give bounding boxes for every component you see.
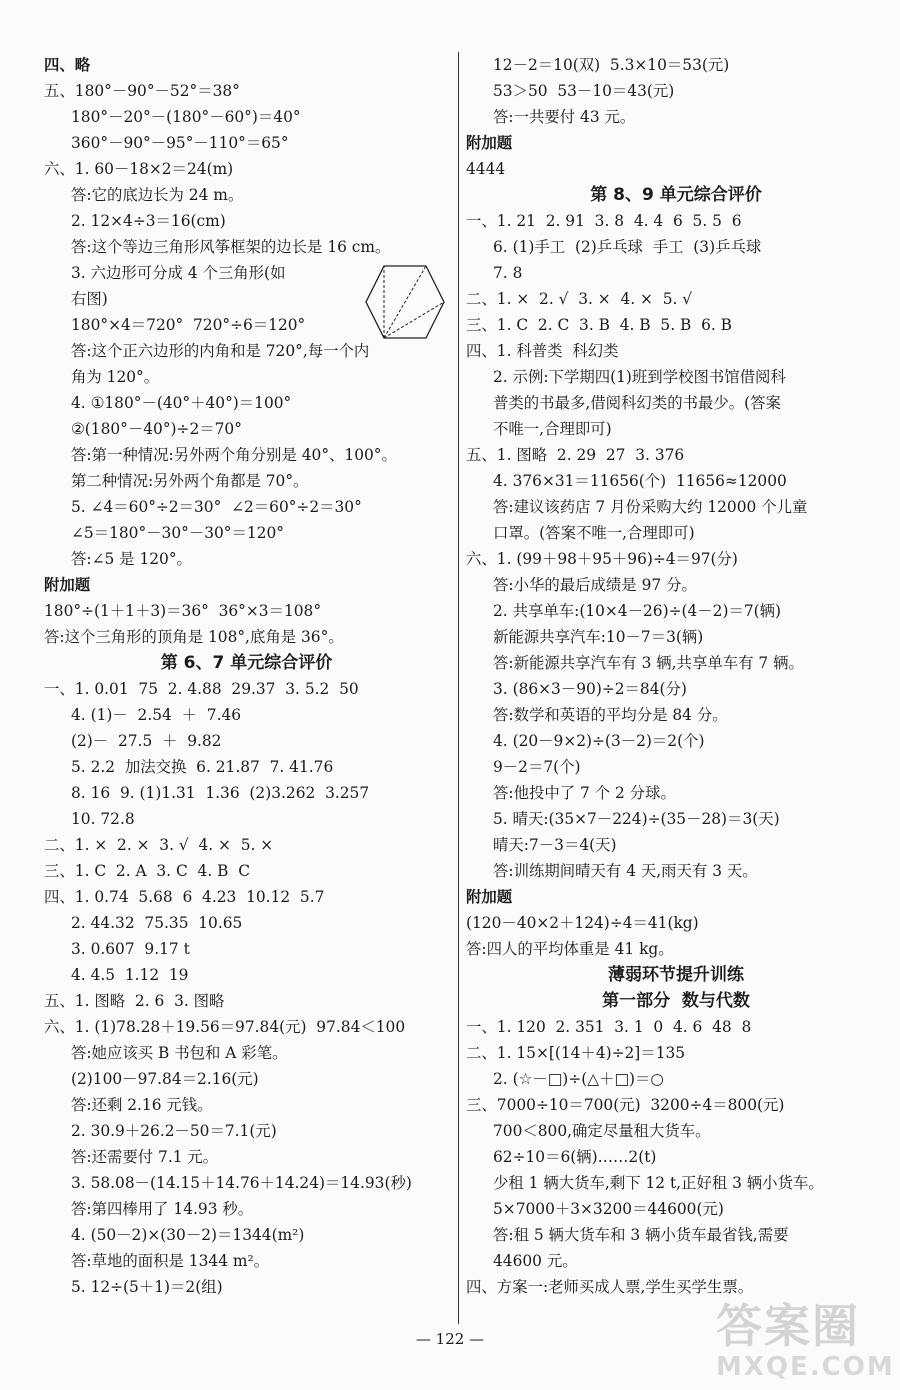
answer-line: 答:数学和英语的平均分是 84 分。	[493, 706, 728, 724]
answer-line: 四、1. 科普类 科幻类	[466, 342, 619, 360]
answer-line: 4. (1)－ 2.54 ＋ 7.46	[71, 706, 242, 724]
answer-line: 5×7000＋3×3200＝44600(元)	[493, 1200, 724, 1218]
answer-line: 答:∠5 是 120°。	[71, 550, 192, 568]
answer-line: 答:她应该买 B 书包和 A 彩笔。	[71, 1044, 288, 1062]
answer-line: 4. (50－2)×(30－2)＝1344(m²)	[71, 1226, 305, 1244]
answer-line: 五、1. 图略 2. 6 3. 图略	[44, 992, 225, 1010]
answer-line: 新能源共享汽车:10－7＝3(辆)	[493, 628, 704, 646]
answer-line: 六、1. 60－18×2＝24(m)	[44, 160, 234, 178]
answer-line: 一、1. 120 2. 351 3. 1 0 4. 6 48 8	[466, 1018, 752, 1036]
answer-line: (2)－ 27.5 ＋ 9.82	[71, 732, 222, 750]
answer-line: 2. (☆－□)÷(△＋□)＝○	[493, 1070, 664, 1088]
section-heading: 附加题	[466, 888, 513, 906]
answer-line: 10. 72.8	[71, 810, 135, 828]
section-title: 第 6、7 单元综合评价	[160, 653, 333, 673]
answer-line: 答:四人的平均体重是 41 kg。	[466, 940, 674, 958]
answer-line: 180°÷(1＋1＋3)＝36° 36°×3＝108°	[44, 602, 322, 620]
answer-line: 4444	[466, 160, 506, 178]
answer-line: (2)100－97.84＝2.16(元)	[71, 1070, 259, 1088]
section-heading: 附加题	[44, 576, 91, 594]
answer-line: 2. 44.32 75.35 10.65	[71, 914, 243, 932]
answer-line: 4. ①180°－(40°＋40°)＝100°	[71, 394, 292, 412]
answer-line: 答:他投中了 7 个 2 分球。	[493, 784, 676, 802]
answer-line: 二、1. 15×[(14＋4)÷2]＝135	[466, 1044, 686, 1062]
answer-line: 3. 0.607 9.17 t	[71, 940, 190, 958]
watermark-logo: 答案圈	[716, 1299, 860, 1353]
answer-line: 9－2＝7(个)	[493, 758, 581, 776]
answer-line: 7. 8	[493, 264, 523, 282]
answer-line: 五、180°－90°－52°＝38°	[44, 82, 240, 100]
answer-line: 右图)	[71, 290, 108, 308]
answer-line: 口罩。(答案不唯一,合理即可)	[493, 524, 695, 542]
answer-line: 普类的书最多,借阅科幻类的书最少。(答案	[493, 394, 781, 412]
answer-line: 三、1. C 2. A 3. C 4. B C	[44, 862, 250, 880]
hexagon-figure	[364, 264, 446, 340]
page-number: — 122 —	[415, 1330, 485, 1348]
answer-line: 4. 4.5 1.12 19	[71, 966, 189, 984]
answer-line: 四、1. 0.74 5.68 6 4.23 10.12 5.7	[44, 888, 325, 906]
answer-line: 答:建议该药店 7 月份采购大约 12000 个儿童	[493, 498, 808, 516]
answer-line: 答:小华的最后成绩是 97 分。	[493, 576, 697, 594]
answer-line: 3. 六边形可分成 4 个三角形(如	[71, 264, 286, 282]
answer-line: 第二种情况:另外两个角都是 70°。	[71, 472, 309, 490]
watermark	[716, 1300, 896, 1385]
answer-line: 12－2＝10(双) 5.3×10＝53(元)	[493, 56, 730, 74]
answer-line: 答:新能源共享汽车有 3 辆,共享单车有 7 辆。	[493, 654, 804, 672]
section-title: 薄弱环节提升训练	[608, 965, 744, 985]
answer-line: 答:第一种情况:另外两个角分别是 40°、100°。	[71, 446, 397, 464]
answer-line: 3. (86×3－90)÷2＝84(分)	[493, 680, 687, 698]
answer-line: 2. 12×4÷3＝16(cm)	[71, 212, 226, 230]
answer-line: 答:一共要付 43 元。	[493, 108, 636, 126]
answer-line: 六、1. (99＋98＋95＋96)÷4＝97(分)	[466, 550, 738, 568]
answer-line: 答:草地的面积是 1344 m²。	[71, 1252, 270, 1270]
answer-line: 答:训练期间晴天有 4 天,雨天有 3 天。	[493, 862, 758, 880]
right-column	[466, 52, 886, 1300]
answer-line: 360°－90°－95°－110°＝65°	[71, 134, 289, 152]
answer-line: 5. 晴天:(35×7－224)÷(35－28)＝3(天)	[493, 810, 780, 828]
answer-line: 答:这个等边三角形风筝框架的边长是 16 cm。	[71, 238, 391, 256]
answer-line: 6. (1)手工 (2)乒乓球 手工 (3)乒乓球	[493, 238, 762, 256]
answer-line: ②(180°－40°)÷2＝70°	[71, 420, 242, 438]
answer-line: (120－40×2＋124)÷4＝41(kg)	[466, 914, 699, 932]
answer-line: ∠5＝180°－30°－30°＝120°	[71, 524, 284, 542]
answer-line: 180°－20°－(180°－60°)＝40°	[71, 108, 301, 126]
left-column	[44, 52, 449, 1300]
answer-line: 2. 示例:下学期四(1)班到学校图书馆借阅科	[493, 368, 786, 386]
answer-line: 5. 2.2 加法交换 6. 21.87 7. 41.76	[71, 758, 334, 776]
watermark-url: MXQE.COM	[716, 1352, 895, 1382]
answer-line: 一、1. 0.01 75 2. 4.88 29.37 3. 5.2 50	[44, 680, 359, 698]
answer-line: 角为 120°。	[71, 368, 160, 386]
section-heading: 四、略	[44, 56, 91, 74]
answer-line: 62÷10＝6(辆)……2(t)	[493, 1148, 657, 1166]
answer-line: 53＞50 53－10＝43(元)	[493, 82, 675, 100]
answer-line: 700＜800,确定尽量租大货车。	[493, 1122, 711, 1140]
answer-line: 3. 58.08－(14.15＋14.76＋14.24)＝14.93(秒)	[71, 1174, 412, 1192]
answer-line: 180°×4＝720° 720°÷6＝120°	[71, 316, 306, 334]
answer-line: 2. 共享单车:(10×4－26)÷(4－2)＝7(辆)	[493, 602, 782, 620]
answer-line: 二、1. × 2. √ 3. × 4. × 5. √	[466, 290, 693, 308]
section-title: 第 8、9 单元综合评价	[590, 185, 762, 205]
section-heading: 附加题	[466, 134, 513, 152]
answer-line: 8. 16 9. (1)1.31 1.36 (2)3.262 3.257	[71, 784, 370, 802]
answer-line: 4. (20－9×2)÷(3－2)＝2(个)	[493, 732, 705, 750]
answer-line: 5. ∠4＝60°÷2＝30° ∠2＝60°÷2＝30°	[71, 498, 362, 516]
answer-line: 三、7000÷10＝700(元) 3200÷4＝800(元)	[466, 1096, 785, 1114]
answer-line: 5. 12÷(5＋1)＝2(组)	[71, 1278, 223, 1296]
answer-line: 少租 1 辆大货车,剩下 12 t,正好租 3 辆小货车。	[493, 1174, 824, 1192]
answer-line: 答:它的底边长为 24 m。	[71, 186, 244, 204]
answer-line: 二、1. × 2. × 3. √ 4. × 5. ×	[44, 836, 274, 854]
answer-line: 4. 376×31＝11656(个) 11656≈12000	[493, 472, 787, 490]
answer-line: 答:租 5 辆大货车和 3 辆小货车最省钱,需要	[493, 1226, 789, 1244]
answer-line: 答:还需要付 7.1 元。	[71, 1148, 219, 1166]
answer-line: 一、1. 21 2. 91 3. 8 4. 4 6 5. 5 6	[466, 212, 742, 230]
section-title: 第一部分 数与代数	[602, 991, 750, 1011]
answer-line: 三、1. C 2. C 3. B 4. B 5. B 6. B	[466, 316, 732, 334]
answer-line: 五、1. 图略 2. 29 27 3. 376	[466, 446, 685, 464]
column-divider	[458, 52, 459, 1324]
answer-line: 答:这个正六边形的内角和是 720°,每一个内	[71, 342, 370, 360]
answer-line: 不唯一,合理即可)	[493, 420, 612, 438]
answer-line: 答:这个三角形的顶角是 108°,底角是 36°。	[44, 628, 344, 646]
answer-line: 晴天:7－3＝4(天)	[493, 836, 617, 854]
answer-line: 44600 元。	[493, 1252, 578, 1270]
answer-line: 答:第四棒用了 14.93 秒。	[71, 1200, 254, 1218]
answer-line: 四、方案一:老师买成人票,学生买学生票。	[466, 1278, 754, 1296]
answer-line: 六、1. (1)78.28＋19.56＝97.84(元) 97.84＜100	[44, 1018, 406, 1036]
answer-line: 2. 30.9＋26.2－50＝7.1(元)	[71, 1122, 277, 1140]
answer-line: 答:还剩 2.16 元钱。	[71, 1096, 213, 1114]
